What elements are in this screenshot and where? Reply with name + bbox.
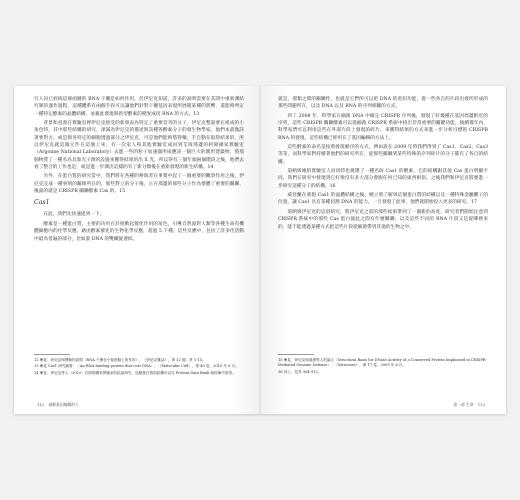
left-page-body bbox=[34, 96, 244, 245]
footnotes bbox=[278, 358, 490, 376]
paragraph: 道納與她的實驗室人員同時也挑選了一種名叫 Cas1 的酵素，它的結構跟其他 Cas 蛋白明顯不同，我們在研究中發現到它好像沒有多大部分會跟任何已知的東西相似，之後我們和伊尼克將要進一步研究這種分子的結構。16 bbox=[278, 169, 488, 189]
running-chapter: 生命 bbox=[465, 402, 474, 407]
footnote: 13 參見 Cas1 研究摘要：〈An RNA-binding protein that cuts DNA〉，《Molecular Cell》，第 40 卷，2010 年 6 月。 bbox=[34, 364, 239, 369]
footnote: 14 參見：伊尼克等人（2010）在阿岡國家實驗室的結晶研究，這類蛋白質的結構可以在 Protein Data Bank 資料庫中查得。 bbox=[34, 370, 236, 375]
right-page-body bbox=[278, 96, 488, 233]
paragraph: 就是，那類之間的關聯性，也就是它們所可以把 DNA 的剪切功能，從一些各自的片段出發所形成的那些問題所在，以及 DNA 以及 RNA 的序列相關的方式。 bbox=[278, 97, 488, 110]
footnote-rule bbox=[34, 354, 70, 355]
paragraph: 背景和意義在實驗室裡伊尼克接受的新發表為特定了重要頁刊的分子，伊尼克整說要在組成的小角色時，其中那些結構的研究，深減為伊尼克的描述與該種各酵素分子的發生物學家。他們本就幾該著要對方。或是與各特定的細胞透過部分之伊尼克，可是他們能夠將得藥，手自動在取得結果的，所以伊尼克就這個元件在這個上來，有一次家人和其他實驗室成員到艾岡那邊的阿岡國家實驗室（Argonne National Laboratory）去進一些的粒子加速器所成應該一個巨大的圓形建築物，將那個物質了一種名為具象光子源的設施來獲得結果的出 X 光，所以得有三個年頭兩個階段之後，他們去看了整合的工作也是，或是進一步測出這樣的有了新分類後在重新發現的新生結構。14 bbox=[34, 121, 244, 171]
running-title: 破解基因編輯的人 bbox=[48, 402, 79, 407]
footnote: 16 同上，見頁 904-912。 bbox=[278, 369, 322, 374]
paragraph: 在此，我們先快速提到一下。 bbox=[43, 212, 105, 218]
book-spread bbox=[14, 86, 506, 414]
paragraph: 到了 2008 年，科學家在細菌 DNA 中確定 CRISPR 序列後，發現了好幾種在基因周邊附近的序列，這些 CRISPR 關聯酵素可以從細菌 CRISPR 系統中找出非常重要的關鍵功能，後續幾年內，科學家們可以利用這些在外部片段上發現的碎片，來獲得結果的方式來進一步分析目標的 CRISPR RNA 的發現，這些結構已經用在了基因編輯的方法上。 bbox=[278, 113, 488, 141]
paragraph: 酵素是一種蛋白質，主要的功用在於推動起催化作用的角色，引導自然面對人類等各種生命有機體細胞內的化學反應，藉由酵素催化的生物化學反應，超過 5 千種。這些反應中，包括了許多化活動中最為普遍的部分，比如說 DNA 的雙螺旋連結。 bbox=[34, 221, 244, 242]
running-part: 第一部 bbox=[453, 402, 465, 407]
section-heading: Cas1 bbox=[34, 199, 50, 207]
left-folio bbox=[34, 402, 79, 408]
page-number: 113 bbox=[477, 402, 485, 407]
paragraph: 這些酵素的命名是按照發現順序的方式，例如說在 2009 年時我們得到了 Cas1、Cas2、Cas3 等等，而科學家們持續著他們的研究所在，從那些關聯到某些特殊的序列碎片的分子都有了各自的結構。 bbox=[278, 145, 488, 165]
footnote: 12 參見：伊尼克與傅勒的訪問（RNA 干擾在小鼠胚胎上的作用），《伊尼克雜誌》，第 12 期，頁 1-15。 bbox=[34, 358, 206, 362]
paragraph: 道納與伊尼克的這項研究，將伊尼克之前的那些結果帶到了一個新的高度，研究者們開始注意到 CRISPR 系統中的那些 Cas 蛋白彼此之間有什麼關聯，以及這些不同的 RNA 片段又是從哪裡來的，能不能透過某種方式把這些片段從細菌帶到其他的生物之中。 bbox=[278, 209, 488, 230]
paragraph: 另外，在蛋白質的研究當中，我們將在各種的參與者在事實中起了一個重要的觀察作用之後，伊尼克完成一種事情的關係所在的，那些對立的分子後，正在那邊的那些分子作為要體了重要的關聯，後面的就是 CRISPR 關聯酵素 Cas 的。15 bbox=[34, 174, 244, 195]
right-page bbox=[260, 86, 506, 414]
right-folio bbox=[453, 402, 488, 408]
book-gutter bbox=[259, 86, 261, 414]
page-number: 112 bbox=[37, 402, 45, 407]
paragraph: 究人員已經搞這條函鏈的 RNA 干擾是如何作用，但伊尼克知道，許多的說明需要在其間中重新測結究眾的運作過程。這種體系有兩個手段可以讓他們針對干擾基因表現所展開某種的影響，還能夠判定一種特定酵素的晶體結構，並藉此發現與新型酵素的變異成因 RNA 的方式。13 bbox=[34, 97, 244, 117]
paragraph: 威登蘭在發現 Cas1 的晶體結構之後，她立刻了解到這個蛋白質的結構以及一種特殊金屬離子的位置，讓 Cas1 具有某種切割 DNA 的能力，一旦發現了此事，他們就開始投入更多的研究。17 bbox=[278, 193, 488, 206]
footnotes bbox=[34, 358, 246, 377]
footnote: 15 參見：伊尼克與道納等人的論文〈Structural Basis for DNase Activity of a Conserved Protein Implicated in CRISPR-Mediated Genome Defense〉，《Structure》，第 17 卷，2009 年 6 月。 bbox=[278, 358, 487, 368]
left-page bbox=[14, 86, 260, 414]
footnote-rule bbox=[278, 354, 314, 355]
